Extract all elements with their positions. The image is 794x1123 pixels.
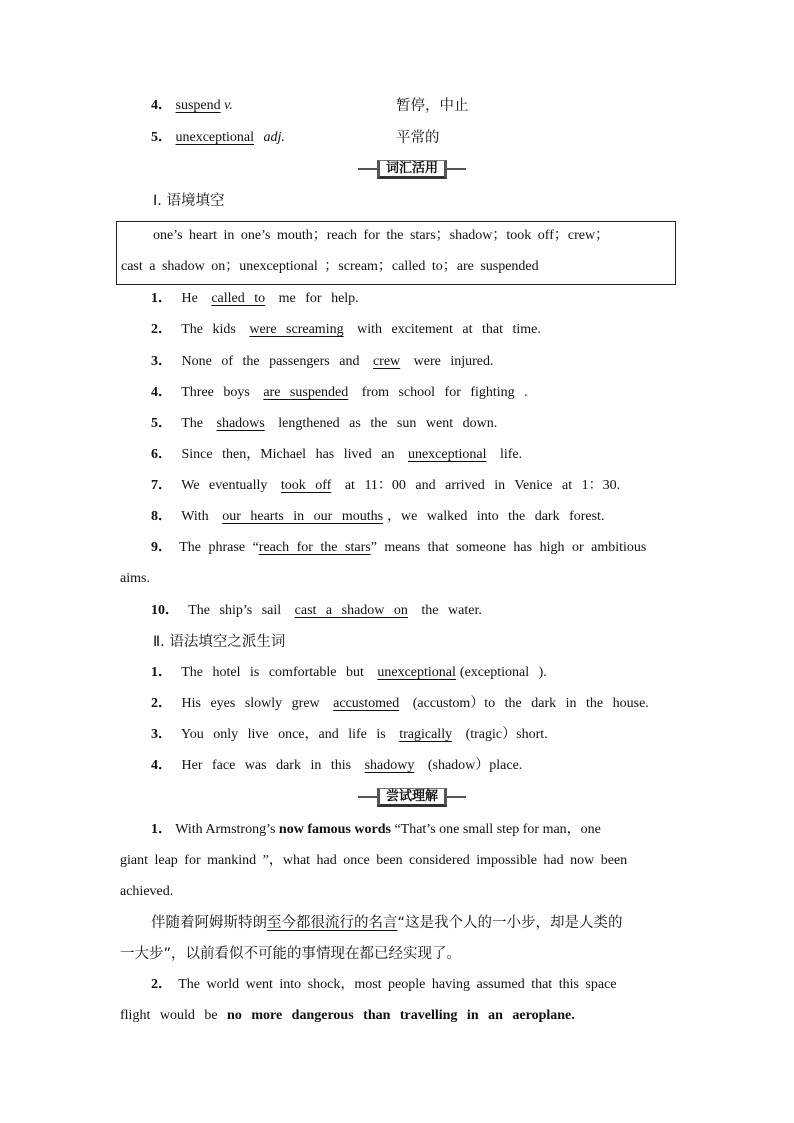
item-text: (tragic）short. bbox=[465, 727, 548, 742]
exercise-item bbox=[151, 538, 676, 558]
exercise-item bbox=[151, 694, 676, 714]
para-text: With Armstrong’s bbox=[175, 822, 276, 837]
item-text: The ship’s sail bbox=[188, 603, 282, 618]
item-number: 8． bbox=[151, 509, 172, 524]
banner-vocab-use bbox=[358, 160, 466, 178]
item-text: Her face was dark in this bbox=[181, 758, 352, 773]
vocab-meaning: 暂停，中止 bbox=[396, 98, 469, 114]
item-number: 6． bbox=[151, 447, 172, 462]
exercise-item bbox=[151, 289, 676, 309]
answer-blank: unexceptional bbox=[407, 447, 487, 462]
item-text: lengthened as the sun went down. bbox=[278, 416, 498, 431]
vocab-row-5 bbox=[151, 128, 285, 148]
answer-blank: cast a shadow on bbox=[294, 603, 408, 618]
para-text: “That’s one small step for man，one bbox=[394, 822, 601, 837]
answer-blank: our hearts in our mouths bbox=[222, 509, 384, 524]
section-title-derivatives: Ⅱ. 语法填空之派生词 bbox=[153, 634, 286, 650]
banner-label: 尝试理解 bbox=[377, 788, 447, 807]
item-text: The hotel is comfortable but bbox=[181, 665, 364, 680]
item-text: with excitement at that time. bbox=[357, 322, 541, 337]
answer-blank: unexceptional bbox=[377, 665, 456, 680]
understand-para-2 bbox=[151, 975, 676, 995]
exercise-item bbox=[151, 663, 676, 683]
answer-blank: called to bbox=[211, 291, 266, 306]
item-number: 1． bbox=[151, 665, 172, 680]
item-text: (shadow）place. bbox=[427, 758, 523, 773]
item-number: 2． bbox=[151, 696, 172, 711]
item-number: 4． bbox=[151, 758, 172, 773]
item-number: 7． bbox=[151, 478, 172, 493]
item-text: ，we walked into the dark forest. bbox=[387, 509, 605, 524]
understand-para-1 bbox=[151, 820, 676, 840]
item-text: (exceptional ). bbox=[459, 665, 547, 680]
item-number: 1． bbox=[151, 822, 172, 837]
item-text: Since then，Michael has lived an bbox=[181, 447, 395, 462]
vocab-number: 4． bbox=[151, 98, 172, 113]
item-number: 1． bbox=[151, 291, 172, 306]
answer-blank: shadows bbox=[216, 416, 265, 431]
answer-blank: accustomed bbox=[333, 696, 400, 711]
item-text: Three boys bbox=[181, 385, 250, 400]
translation-underlined: 至今都很流行的名言 bbox=[267, 915, 398, 931]
vocab-meaning: 平常的 bbox=[396, 130, 440, 146]
para-text: flight would be bbox=[120, 1008, 218, 1023]
exercise-item bbox=[151, 601, 676, 621]
item-text: life. bbox=[499, 447, 523, 462]
item-text: the water. bbox=[421, 603, 482, 618]
translation-text: 伴随着阿姆斯特朗 bbox=[151, 915, 267, 931]
translation-line bbox=[151, 913, 676, 933]
answer-blank: shadowy bbox=[364, 758, 415, 773]
answer-blank: were screaming bbox=[249, 322, 344, 337]
exercise-item bbox=[151, 507, 676, 527]
vocab-word: unexceptional bbox=[175, 130, 255, 145]
item-number: 2． bbox=[151, 322, 172, 337]
item-text: We eventually bbox=[181, 478, 268, 493]
vocab-pos: v. bbox=[224, 98, 233, 113]
item-number: 4． bbox=[151, 385, 172, 400]
translation-line: 一大步”，以前看似不可能的事情现在都已经实现了。 bbox=[120, 946, 462, 962]
item-text: were injured. bbox=[413, 354, 494, 369]
item-text: me for help. bbox=[278, 291, 359, 306]
exercise-item bbox=[151, 383, 676, 403]
item-number: 5． bbox=[151, 416, 172, 431]
para-bold-text: no more dangerous than travelling in an aeroplane bbox=[227, 1008, 572, 1023]
exercise-item bbox=[151, 414, 676, 434]
item-text: With bbox=[181, 509, 209, 524]
item-text: The bbox=[181, 416, 204, 431]
item-number: 3． bbox=[151, 354, 172, 369]
para-bold-text: now famous words bbox=[278, 822, 391, 837]
item-text: from school for fighting . bbox=[361, 385, 528, 400]
vocab-row-4 bbox=[151, 96, 233, 116]
exercise-item bbox=[151, 320, 676, 340]
exercise-item bbox=[151, 725, 676, 745]
item-text: at 11：00 and arrived in Venice at 1：30. bbox=[344, 478, 621, 493]
banner-label: 词汇活用 bbox=[377, 160, 447, 179]
item-number: 10． bbox=[151, 603, 179, 618]
word-bank-box bbox=[116, 221, 676, 285]
item-text: ” means that someone has high or ambitious bbox=[370, 540, 647, 555]
para-text-line bbox=[120, 1006, 676, 1026]
exercise-item bbox=[151, 445, 676, 465]
word-bank-line: one’s heart in one’s mouth；reach for the stars；shadow；took off；crew； bbox=[153, 228, 610, 243]
section-title-context-fill: Ⅰ. 语境填空 bbox=[153, 193, 225, 209]
para-bold-text: . bbox=[571, 1008, 575, 1023]
item-text: None of the passengers and bbox=[181, 354, 360, 369]
answer-blank: reach for the stars bbox=[258, 540, 371, 555]
answer-blank: tragically bbox=[399, 727, 453, 742]
answer-blank: are suspended bbox=[263, 385, 349, 400]
item-text: He bbox=[181, 291, 198, 306]
item-text: The phrase “ bbox=[179, 540, 259, 555]
item-number: 2． bbox=[151, 977, 172, 992]
banner-try-understand bbox=[358, 788, 466, 806]
answer-blank: crew bbox=[372, 354, 401, 369]
item-text: The kids bbox=[181, 322, 236, 337]
item-number: 9． bbox=[151, 540, 172, 555]
translation-text: “这是我个人的一小步，却是人类的 bbox=[397, 915, 623, 931]
exercise-item-continuation: aims. bbox=[120, 571, 150, 586]
item-text: (accustom）to the dark in the house. bbox=[412, 696, 649, 711]
exercise-item bbox=[151, 476, 676, 496]
vocab-pos: adj. bbox=[263, 130, 285, 145]
exercise-item bbox=[151, 756, 676, 776]
item-number: 3． bbox=[151, 727, 172, 742]
para-text: achieved. bbox=[120, 884, 174, 899]
vocab-word: suspend bbox=[175, 98, 221, 113]
item-text: His eyes slowly grew bbox=[181, 696, 320, 711]
exercise-item bbox=[151, 352, 676, 372]
para-text: giant leap for mankind ”，what had once been considered impossible had now been bbox=[120, 853, 628, 868]
item-text: You only live once，and life is bbox=[180, 727, 386, 742]
para-text: The world went into shock，most people having assumed that this space bbox=[178, 977, 617, 992]
vocab-number: 5． bbox=[151, 130, 172, 145]
answer-blank: took off bbox=[280, 478, 332, 493]
word-bank-line: cast a shadow on；unexceptional ；scream；called to；are suspended bbox=[121, 259, 539, 274]
